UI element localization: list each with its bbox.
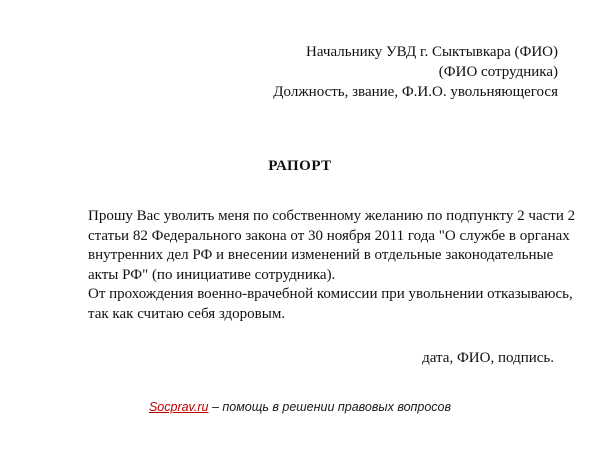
body-line-4: акты РФ" (по инициативе сотрудника). xyxy=(88,266,336,283)
body-text xyxy=(88,207,576,324)
site-link[interactable]: Socprav.ru xyxy=(148,400,209,414)
signature-line: дата, ФИО, подпись. xyxy=(422,350,554,366)
body-line-5: От прохождения военно-врачебной комиссии при увольнении отказываюсь, xyxy=(88,286,573,302)
addressee-line-1: Начальнику УВД г. Сыктывкара (ФИО) xyxy=(306,44,558,60)
addressee-line-2: (ФИО сотрудника) xyxy=(438,64,558,80)
body-line-1: Прошу Вас уволить меня по собственному желанию по подпункту 2 части 2 xyxy=(88,208,576,224)
footer-tagline: – помощь в решении правовых вопросов xyxy=(208,400,452,414)
body-line-2: статьи 82 Федерального закона от 30 ноября 2011 года "О службе в органах xyxy=(88,227,570,244)
addressee-line-3: Должность, звание, Ф.И.О. увольняющегося xyxy=(273,84,558,100)
footer-caption xyxy=(0,400,600,414)
body-line-3: внутренних дел РФ и внесении изменений в отдельные законодательные xyxy=(88,247,554,263)
document-title: РАПОРТ xyxy=(268,158,332,174)
body-line-6: так как считаю себя здоровым. xyxy=(88,305,286,322)
addressee-block xyxy=(273,42,558,102)
